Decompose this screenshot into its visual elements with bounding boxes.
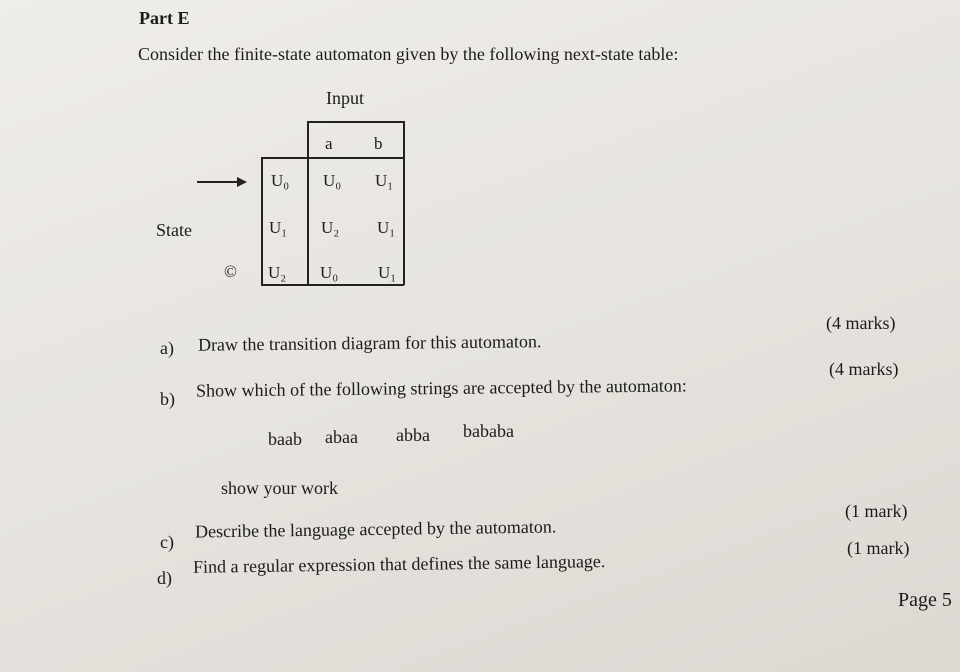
test-string: abba	[396, 425, 430, 445]
page-number: Page 5	[898, 589, 952, 611]
test-string: baab	[268, 429, 302, 449]
question-d-marks: (1 mark)	[847, 538, 910, 558]
question-b-label: b)	[160, 389, 175, 409]
state-cell: U₂	[268, 263, 287, 282]
show-work-note: show your work	[221, 478, 338, 498]
state-cell: U₀	[271, 171, 290, 190]
question-c-label: c)	[160, 532, 174, 552]
next-state-a-cell: U₂	[321, 218, 340, 237]
next-state-a-cell: U₀	[320, 263, 339, 282]
table-right-border	[403, 121, 405, 285]
table-top-border	[307, 121, 404, 123]
test-string: abaa	[325, 427, 358, 447]
question-c-marks: (1 mark)	[845, 501, 908, 521]
question-d-text: Find a regular expression that defines the same language.	[192, 551, 606, 577]
accept-state-mark: ©	[224, 262, 237, 281]
question-a-label: a)	[160, 338, 174, 358]
input-label: Input	[326, 88, 364, 108]
question-a-text: Draw the transition diagram for this automaton.	[197, 331, 542, 355]
column-header-b: b	[374, 134, 383, 153]
next-state-b-cell: U₁	[377, 218, 396, 237]
next-state-a-cell: U₀	[323, 171, 342, 190]
table-bottom-border	[261, 284, 404, 286]
question-c-text: Describe the language accepted by the automaton.	[194, 516, 557, 542]
question-a-marks: (4 marks)	[826, 313, 896, 333]
part-heading: Part E	[139, 8, 190, 28]
question-d-label: d)	[157, 568, 172, 588]
column-header-a: a	[325, 134, 333, 153]
test-string: bababa	[463, 421, 514, 441]
question-b-marks: (4 marks)	[829, 359, 899, 379]
question-b-text: Show which of the following strings are accepted by the automaton:	[195, 375, 687, 401]
state-cell: U₁	[269, 218, 288, 237]
next-state-b-cell: U₁	[375, 171, 394, 190]
next-state-b-cell: U₁	[378, 263, 397, 282]
table-state-divider	[307, 121, 309, 285]
table-header-divider	[261, 157, 404, 159]
intro-text: Consider the finite-state automaton given by the following next-state table:	[138, 44, 679, 64]
state-label: State	[156, 220, 192, 240]
table-left-border	[261, 157, 263, 285]
